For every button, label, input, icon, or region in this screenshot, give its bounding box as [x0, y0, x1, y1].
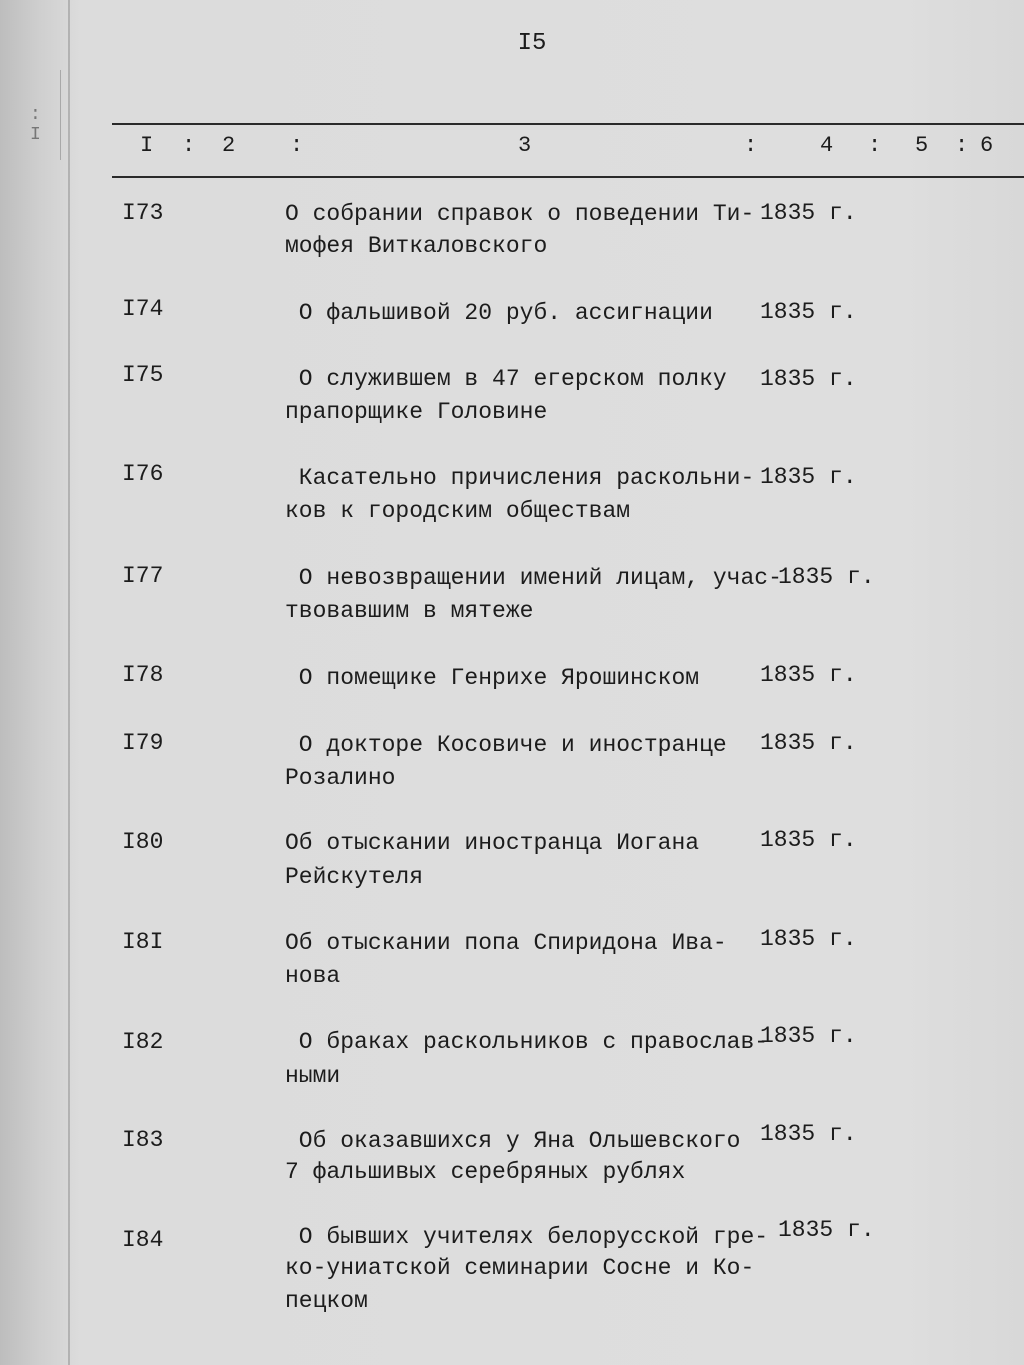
column-separator: :: [290, 133, 304, 158]
entry-year: 1835 г.: [760, 827, 857, 853]
entry-year: 1835 г.: [760, 464, 857, 490]
column-separator: :: [744, 133, 758, 158]
table-header-rule: [112, 176, 1024, 178]
entry-number: I75: [122, 362, 164, 388]
entry-number: I82: [122, 1029, 164, 1055]
entry-title-line: О бывших учителях белорусской гре-: [285, 1224, 769, 1250]
entry-year: 1835 г.: [778, 1217, 875, 1243]
binding-gutter: [68, 0, 70, 1365]
entry-title-line: О помещике Генрихе Ярошинском: [285, 665, 700, 691]
entry-title-line: ными: [285, 1063, 341, 1089]
entry-title-line: Об отыскании попа Спиридона Ива-: [285, 930, 727, 956]
entry-year: 1835 г.: [760, 299, 857, 325]
column-separator: :: [182, 133, 196, 158]
entry-title-line: пецком: [285, 1288, 368, 1314]
entry-number: I80: [122, 829, 164, 855]
entry-number: I78: [122, 662, 164, 688]
entry-title-line: Розалино: [285, 765, 396, 791]
entry-title-line: 7 фальшивых серебряных рублях: [285, 1159, 686, 1185]
entry-number: I83: [122, 1127, 164, 1153]
column-header-4: 4: [820, 133, 834, 158]
entry-title-line: О фальшивой 20 руб. ассигнации: [285, 300, 713, 326]
entry-year: 1835 г.: [760, 1023, 857, 1049]
entry-year: 1835 г.: [778, 564, 875, 590]
previous-page-edge: [0, 70, 61, 160]
column-separator: :: [955, 133, 969, 158]
entry-number: I73: [122, 200, 164, 226]
entry-year: 1835 г.: [760, 1121, 857, 1147]
entry-title-line: О собрании справок о поведении Ти-: [285, 201, 755, 227]
entry-number: I8I: [122, 929, 164, 955]
entry-number: I79: [122, 730, 164, 756]
column-header-6: 6: [980, 133, 994, 158]
entry-title-line: О браках раскольников с православ-: [285, 1029, 769, 1055]
entry-title-line: ков к городским обществам: [285, 498, 631, 524]
column-header-1: I: [140, 133, 154, 158]
table-top-rule: [112, 123, 1024, 125]
column-header-3: 3: [518, 133, 532, 158]
entry-year: 1835 г.: [760, 366, 857, 392]
entry-title-line: твовавшим в мятеже: [285, 598, 534, 624]
entry-year: 1835 г.: [760, 926, 857, 952]
column-separator: :: [868, 133, 882, 158]
entry-title-line: О докторе Косовиче и иностранце: [285, 732, 727, 758]
page-number: I5: [517, 30, 547, 57]
entry-number: I84: [122, 1227, 164, 1253]
entry-number: I76: [122, 461, 164, 487]
entry-title-line: ко-униатской семинарии Сосне и Ко-: [285, 1255, 755, 1281]
entry-number: I74: [122, 296, 164, 322]
entry-title-line: Рейскутеля: [285, 864, 424, 890]
entry-title-line: нова: [285, 963, 341, 989]
column-header-5: 5: [915, 133, 929, 158]
entry-title-line: Касательно причисления раскольни-: [285, 465, 755, 491]
entry-year: 1835 г.: [760, 730, 857, 756]
entry-title-line: прапорщике Головине: [285, 399, 548, 425]
entry-title-line: О невозвращении имений лицам, учас-: [285, 565, 782, 591]
entry-title-line: Об оказавшихся у Яна Ольшевского: [285, 1128, 741, 1154]
column-header-2: 2: [222, 133, 236, 158]
previous-page-fragment: : I: [30, 105, 41, 145]
entry-year: 1835 г.: [760, 662, 857, 688]
entry-year: 1835 г.: [760, 200, 857, 226]
entry-number: I77: [122, 563, 164, 589]
entry-title-line: О служившем в 47 егерском полку: [285, 366, 727, 392]
entry-title-line: мофея Виткаловского: [285, 233, 548, 259]
entry-title-line: Об отыскании иностранца Иогана: [285, 830, 700, 856]
